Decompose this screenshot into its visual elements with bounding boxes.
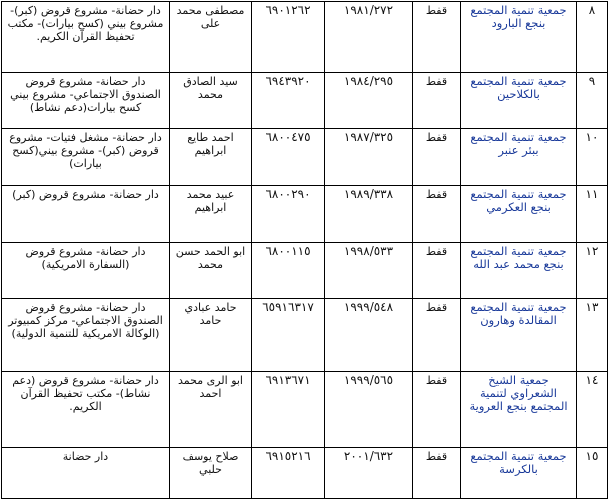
contact-person: عبيد محمد ابراهيم: [170, 186, 252, 243]
row-number: ١٠: [577, 129, 608, 186]
activities: دار حضانة- مشروع قروض الصندوق الاجتماعي- مشروع بيني كسح بيارات(دعم نشاط): [2, 73, 170, 129]
activities: دار حضانة- مشروع قروض (كبر)- مشروع بيني (كسح بيارات)- مكتب تحفيظ القرآن الكريم.: [2, 2, 170, 73]
association-name: جمعية تنمية المجتمع بالكرسة: [461, 448, 577, 499]
row-number: ١١: [577, 186, 608, 243]
row-number: ١٢: [577, 243, 608, 299]
contact-person: حامد عبادي حامد: [170, 299, 252, 372]
registration-date: ١٩٨١/٢٧٢: [325, 2, 413, 73]
table-row: [2, 448, 608, 499]
center-name: قفط: [413, 299, 461, 372]
registration-date: ١٩٨٧/٣٢٥: [325, 129, 413, 186]
activities: دار حضانة- مشروع قروض الصندوق الاجتماعي- مركز كمبيوتر (الوكالة الامريكية للتنمية الدولية): [2, 299, 170, 372]
center-name: قفط: [413, 243, 461, 299]
activities: دار حضانة- مشغل فتيات- مشروع قروض (كبر)- مشروع بيني(كسح بيارات): [2, 129, 170, 186]
contact-person: مصطفى محمد على: [170, 2, 252, 73]
row-number: ١٤: [577, 372, 608, 448]
row-number: ٨: [577, 2, 608, 73]
association-name: جمعية تنمية المجتمع بالكلاحين: [461, 73, 577, 129]
phone-number: ٦٩٠١٢٦٢: [252, 2, 325, 73]
contact-person: احمد طايع ابراهيم: [170, 129, 252, 186]
phone-number: ٦٩١٥٢١٦: [252, 448, 325, 499]
association-name: جمعية تنمية المجتمع بنجع العكرمي: [461, 186, 577, 243]
phone-number: ٦٨٠٠٤٧٥: [252, 129, 325, 186]
center-name: قفط: [413, 186, 461, 243]
association-name: جمعية تنمية المجتمع بنجع البارود: [461, 2, 577, 73]
registration-date: ١٩٩٨/٥٣٣: [325, 243, 413, 299]
table-row: [2, 129, 608, 186]
row-number: ١٥: [577, 448, 608, 499]
activities: دار حضانة- مشروع قروض (السفارة الامريكية): [2, 243, 170, 299]
association-name: جمعية تنمية المجتمع ببئر عنبر: [461, 129, 577, 186]
table-row: [2, 186, 608, 243]
table-row: [2, 243, 608, 299]
contact-person: ابو الرى محمد احمد: [170, 372, 252, 448]
center-name: قفط: [413, 372, 461, 448]
associations-table: [1, 1, 608, 499]
row-number: ١٣: [577, 299, 608, 372]
association-name: جمعية الشيخ الشعراوي لتنمية المجتمع بنجع العروية: [461, 372, 577, 448]
table-row: [2, 372, 608, 448]
phone-number: ٦٨٠٠١١٥: [252, 243, 325, 299]
registration-date: ٢٠٠١/٦٣٢: [325, 448, 413, 499]
activities: دار حضانة- مشروع قروض (دعم نشاط)- مكتب تحفيظ القرآن الكريم.: [2, 372, 170, 448]
table-row: [2, 299, 608, 372]
registration-date: ١٩٨٩/٣٣٨: [325, 186, 413, 243]
phone-number: ٦٨٠٠٢٩٠: [252, 186, 325, 243]
association-name: جمعية تنمية المجتمع المقالدة وهارون: [461, 299, 577, 372]
contact-person: سيد الصادق محمد: [170, 73, 252, 129]
phone-number: ٦٥٩١٦٣١٧: [252, 299, 325, 372]
registration-date: ١٩٨٤/٢٩٥: [325, 73, 413, 129]
center-name: قفط: [413, 129, 461, 186]
center-name: قفط: [413, 73, 461, 129]
phone-number: ٦٩٤٣٩٢٠: [252, 73, 325, 129]
registration-date: ١٩٩٩/٥٦٥: [325, 372, 413, 448]
center-name: قفط: [413, 2, 461, 73]
activities: دار حضانة- مشروع قروض (كبر): [2, 186, 170, 243]
contact-person: صلاح يوسف حلبي: [170, 448, 252, 499]
table-row: [2, 2, 608, 73]
registration-date: ١٩٩٩/٥٤٨: [325, 299, 413, 372]
association-name: جمعية تنمية المجتمع بنجع محمد عبد الله: [461, 243, 577, 299]
center-name: قفط: [413, 448, 461, 499]
phone-number: ٦٩١٣٦٧١: [252, 372, 325, 448]
row-number: ٩: [577, 73, 608, 129]
activities: دار حضانة: [2, 448, 170, 499]
table-row: [2, 73, 608, 129]
contact-person: ابو الحمد حسن محمد: [170, 243, 252, 299]
